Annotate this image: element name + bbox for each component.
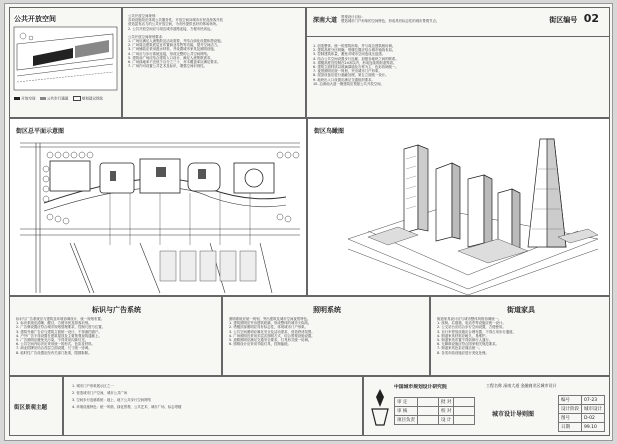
district-number-label: 街区编号 [549, 16, 578, 24]
lighting-panel [222, 296, 430, 376]
signage-line: 8. 临时性广告设置应经有关部门批准，限期拆除。 [16, 350, 92, 355]
table-row [559, 423, 605, 432]
signage-line: 7. 商业招牌应结合首层立面设置，尺寸统一协调。 [16, 346, 92, 351]
lighting-line: 1. 建筑照明应突出建筑轮廓，形成整体的城市天际线。 [229, 321, 312, 326]
table-cell: 批 对 [439, 398, 454, 407]
street-furniture-title: 街道家具 [507, 306, 535, 314]
requirement-line: 7. 广场内可设置公共艺术及标识，增强空间识别性。 [128, 64, 207, 69]
lighting-line: 4. 广场照明宜采用多层次照明方式，结合景观设施设置。 [229, 333, 315, 338]
legend-label: 公共步行通道 [46, 96, 69, 101]
master-plan-title: 街区总平面示意图 [16, 128, 65, 135]
aerial-view-title: 街区鸟瞰图 [314, 128, 345, 135]
table-row [559, 396, 605, 405]
table-cell: 城市设计 [582, 405, 605, 414]
signage-panel [9, 296, 222, 376]
furniture-line: 5. 街道家具布置不得妨碍行人通行。 [437, 338, 493, 343]
table-cell [454, 398, 475, 407]
district-panel [306, 7, 610, 118]
drawing-info-table [558, 395, 605, 432]
street-furniture-text [437, 317, 605, 355]
institute-name: 中国城市规划设计研究院 [394, 385, 447, 390]
signage-line: 4. 户外广告不得设置在建筑屋顶及主要景观视线通廊上。 [16, 333, 102, 338]
furniture-line: 1. 座椅、垃圾箱、电话亭等设施应统一设计。 [437, 321, 506, 326]
landscape-item: 1. 城市门户形象展示区之一 [72, 384, 114, 388]
furniture-line: 2. 公交站台应结合步行空间设置，方便使用。 [437, 325, 506, 330]
master-plan-panel [9, 118, 307, 296]
furniture-line: 7. 街道家具色彩应简洁统一。 [437, 346, 482, 351]
public-space-map [13, 26, 118, 91]
table-cell [418, 407, 439, 416]
table-cell: D-02 [582, 414, 605, 423]
requirement-line: 1. 广场应满足人流集散及活动需要，并结合绿化设置休憩设施。 [128, 39, 224, 44]
district-number: 02 [583, 12, 599, 25]
drawing-sheet [4, 3, 613, 441]
intro-line: 景观设计目标： [341, 15, 365, 19]
signage-line: 标识与广告系统应与建筑及环境协调设计，统一规划布置。 [16, 317, 105, 321]
table-row [559, 405, 605, 414]
landscape-title: 街区景观主题 [14, 405, 48, 411]
table-cell: 日期 [559, 423, 582, 432]
landscape-title-cell [9, 376, 63, 436]
furniture-line: 3. 自行车停放设施应合理布置，不得占用步行通道。 [437, 329, 516, 334]
lighting-text [229, 317, 425, 346]
intro-line: 塑造城市门户形象的空间特色，形成具有标志性的城市景观节点。 [341, 19, 440, 24]
legend-swatch-grey [40, 97, 46, 100]
requirement-line: 6. 广场绿地率不宜低于百分之三十，乔木覆盖率应满足要求。 [128, 60, 221, 65]
signage-line: 3. 建筑外墙广告应与建筑立面统一设计，不得遮挡窗户。 [16, 329, 102, 334]
public-space-legend [14, 96, 119, 102]
table-cell: 设 计 [439, 416, 454, 425]
aerial-view-drawing [308, 119, 610, 296]
table-cell: 图号 [559, 414, 582, 423]
guideline-line: 4. 结合公共空间设置步行连廊，加强各地块之间的联系。 [313, 56, 399, 61]
requirements-heading: 公共开放空间规划： [128, 14, 159, 18]
district-number-block [549, 12, 599, 25]
requirements-heading: 公共开放空间规划要求： [128, 34, 166, 39]
legend-swatch-dark [14, 97, 20, 100]
public-space-title: 公共开放空间 [14, 15, 56, 23]
aerial-view-panel [307, 118, 610, 296]
requirement-line: 2. 广场周边建筑底层宜布置商业零售等功能，提升空间活力。 [128, 43, 221, 48]
guideline-line: 1. 创造整体、统一的建筑形象，并与周边建筑相协调。 [313, 44, 396, 48]
guideline-line: 10. 沿深南大道一侧建筑应预留公共开放空间。 [313, 81, 384, 86]
furniture-line: 街道家具设计应与城市整体风格协调统一。 [437, 317, 502, 321]
public-space-panel [9, 7, 122, 118]
table-cell [418, 416, 439, 425]
table-cell: 校 对 [439, 407, 454, 416]
legend-label: 开放空间 [21, 96, 36, 101]
furniture-line: 6. 无障碍设施应符合国家相关规范要求。 [437, 342, 499, 347]
legend-label: 规划建议绿化 [81, 96, 104, 101]
master-plan-drawing [10, 133, 307, 295]
guideline-line: 2. 建筑高度分区明确，塔楼位置应结合城市轴线布局。 [313, 48, 396, 53]
guideline-line: 9. 地块出入口设置应满足交通组织要求。 [313, 77, 375, 82]
lighting-line: 2. 塔楼顶部照明应具有标志性，体现城市门户形象。 [229, 325, 308, 330]
lighting-line: 3. 公共空间照明应满足安全及活动需求，营造舒适氛围。 [229, 329, 315, 334]
guideline-line: 3. 控制建筑体量，避免对城市空间造成压迫感。 [313, 52, 386, 57]
lighting-line: 照明系统应统一规划，突出建筑及城市空间夜景特色。 [229, 317, 311, 321]
divider [307, 36, 610, 37]
requirement-line: 2. 公共开放空间应与周边城市道路连接，方便市民到达。 [128, 26, 214, 31]
requirement-line: 4. 广场应与步行系统连接，形成完整的公共空间网络。 [128, 51, 211, 56]
legend-swatch-outline [73, 96, 81, 101]
signage-line: 2. 广告牌设置应符合城市规划管理要求，控制尺度与位置。 [16, 325, 106, 330]
landscape-theme-list [63, 376, 363, 436]
guideline-line: 6. 建筑立面材质以玻璃幕墙及石材为主，色彩协调统一。 [313, 65, 399, 70]
requirement-line: 各项设施均应体现公共服务性，开放空间向城市市民及游客开放 [128, 18, 223, 23]
table-cell: 07-23 [582, 396, 605, 405]
table-row [395, 398, 475, 407]
guideline-line: 8. 屋顶设备应进行遮蔽处理，第五立面统一设计。 [313, 73, 389, 78]
public-space-requirements [122, 7, 306, 118]
signage-line: 6. 公共空间内标识应采用统一的形式、色彩及材料。 [16, 342, 95, 347]
landscape-item: 2. 营造城市门户空间，城市公共广场 [72, 391, 128, 395]
requirement-line: 营造富有活力的公共开放空间，为市民提供良好的休闲场所。 [128, 22, 220, 27]
district-guidelines [313, 44, 605, 86]
landscape-item: 4. 环境设施特色：统一风格、绿化景观、公共艺术、城市广场、标志塔楼 [72, 405, 182, 409]
table-row [395, 407, 475, 416]
signage-line: 5. 广告照明应避免光污染，不得采用闪烁灯光。 [16, 338, 89, 343]
table-cell: 审 定 [395, 398, 418, 407]
lighting-line: 6. 照明设计应采用节能灯具，控制能耗。 [229, 342, 291, 347]
landscape-item: 3. 空间步行连廊系统：地上、地下公共步行空间网络 [72, 398, 151, 402]
district-intro [341, 15, 541, 23]
guideline-line: 7. 夜景照明应统一规划，突出城市门户形象。 [313, 69, 382, 74]
signage-line: 1. 标识系统应清晰、醒目，方便市民及游客识别。 [16, 321, 92, 326]
lighting-line: 5. 道路照明应满足交通安全要求，灯具形式统一协调。 [229, 338, 312, 343]
table-cell: 设计阶段 [559, 405, 582, 414]
table-cell: 审 核 [395, 407, 418, 416]
sign-off-table [394, 397, 475, 425]
signage-text [16, 317, 218, 355]
table-cell [454, 416, 475, 425]
requirement-line: 3. 广场铺装应采用透水材料，并设置城市家具及照明设施。 [128, 47, 218, 52]
lighting-title: 照明系统 [313, 306, 341, 314]
furniture-line: 4. 街道家具材料应耐久、易维护。 [437, 333, 489, 338]
title-block [363, 376, 610, 436]
guideline-line: 5. 裙楼高度宜控制在24米以内，形成连续的街道界面。 [313, 60, 397, 65]
table-cell [454, 407, 475, 416]
table-row [395, 416, 475, 425]
table-cell: 项目负责 [395, 416, 418, 425]
signage-title: 标识与广告系统 [92, 306, 141, 314]
project-name: 工程名称 深南大道 金融商业区城市设计 [486, 383, 557, 388]
furniture-line: 8. 各类市政设施应进行美化处理。 [437, 350, 489, 355]
table-cell [418, 398, 439, 407]
table-cell: 99.10 [582, 423, 605, 432]
institute-logo-icon [368, 383, 392, 431]
drawing-title: 城市设计导则图 [492, 411, 535, 418]
street-furniture-panel [430, 296, 610, 376]
table-row [559, 414, 605, 423]
requirement-line: 5. 建筑前广场应结合建筑入口设计，满足人流集散需求。 [128, 55, 214, 60]
table-cell: 编号 [559, 396, 582, 405]
district-name: 深南大道 [313, 17, 338, 24]
